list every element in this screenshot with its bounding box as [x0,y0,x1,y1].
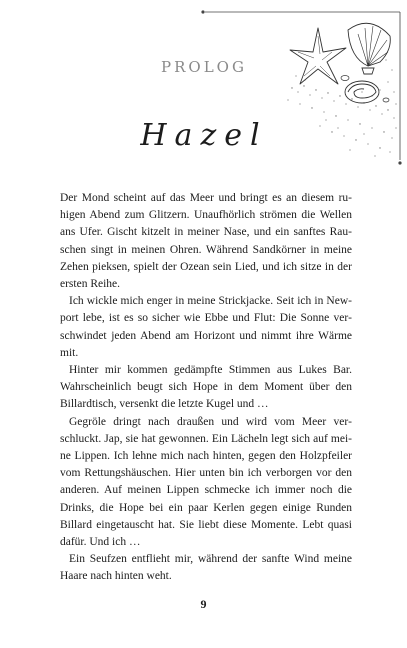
chapter-body-text [60,190,352,586]
page-number: 9 [200,597,207,611]
chapter-name-title: Hazel [140,118,268,153]
paragraph-3: Hinter mir kommen gedämpfte Stimmen aus Lukes Bar. Wahrscheinlich beugt sich Hope in dem Moment über den Billardtisch, versenkt die letzte Kugel und … [60,364,352,411]
paragraph-5: Ein Seufzen entflieht mir, während der sanfte Wind meine Haare nach hinten weht. [60,553,352,583]
prolog-heading: PROLOG [161,58,247,76]
scallop-shell-icon [348,23,390,74]
frame-dot-left [201,10,204,13]
starfish-icon [290,28,346,84]
frame-dot-bottom [398,161,401,164]
paragraph-2: Ich wickle mich enger in meine Strickjacke. Seit ich in Newport lebe, ist es so sicher wie Ebbe und Flut: Die Sonne verschwindet jeden Abend am Horizont und nimmt ihre Wärme mit. [60,295,352,359]
paragraph-4: Gegröle dringt nach draußen und wird vom Meer verschluckt. Jap, sie hat gewonnen. Ein Lächeln legt sich auf meine Lippen. Ich lehne mich nach hinten, gegen den Holzpfeiler vom Rettungshäuschen. Hier unten bin ich verborgen vor den anderen. Auf meinen Lippen schmecke ich immer noch die Drinks, die Hope bei ein paar Kerlen gegen einige Runden Billard eingetauscht hat. Sie liebt diese Momente. Lebt quasi dafür. Und ich … [60,415,352,549]
paragraph-1: Der Mond scheint auf das Meer und bringt es an diesem ruhigen Abend zum Glitzern. Unaufhörlich strömen die Wellen ans Ufer. Gischt kitzelt in meiner Nase, und ein sanftes Rauschen singt in meinen Ohren. Während Sandkörner in meine Zehen pieksen, spielt der Ozean sein Lied, und ich sitze in der ersten Reihe. [60,192,352,291]
